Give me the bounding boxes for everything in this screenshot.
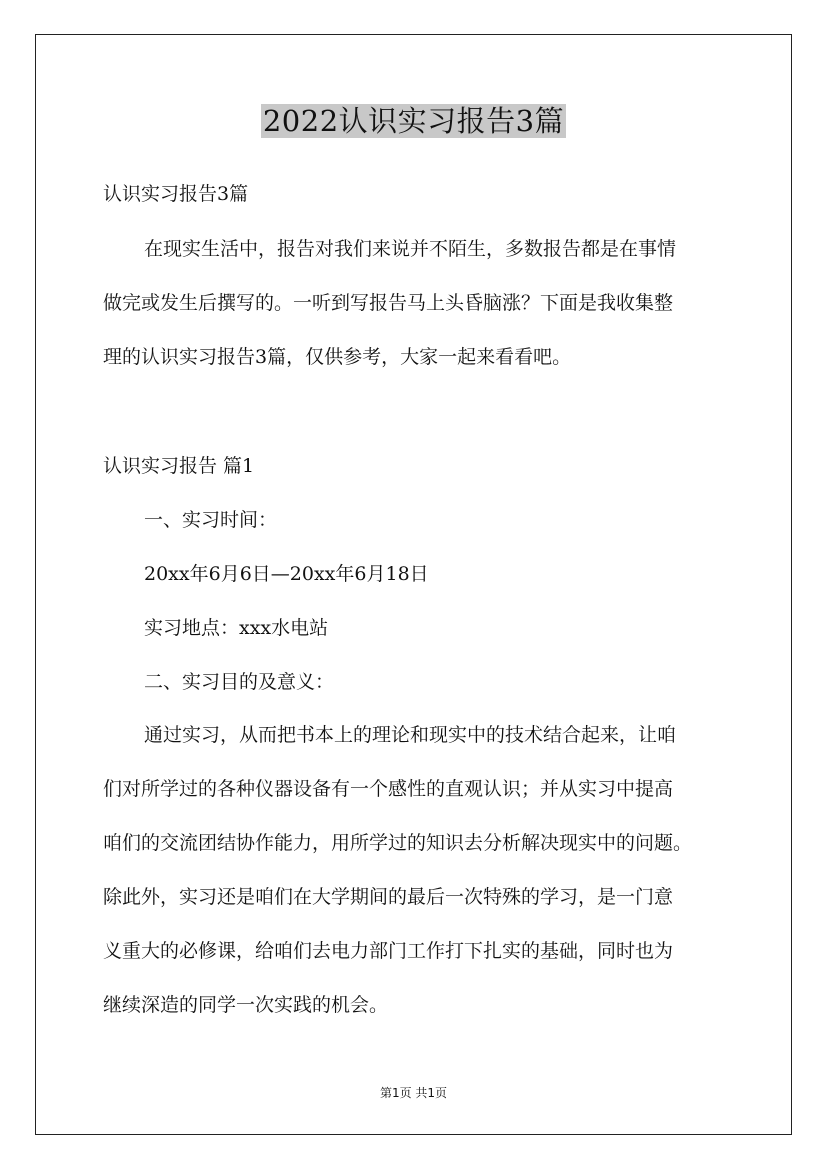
body-line: 咱们的交流团结协作能力，用所学过的知识去分析解决现实中的问题。 [103,832,693,854]
body-line: 义重大的必修课，给咱们去电力部门工作打下扎实的基础，同时也为 [103,940,674,962]
body-line: 通过实习，从而把书本上的理论和现实中的技术结合起来，让咱 [144,724,677,746]
intro-line: 理的认识实习报告3篇，仅供参考，大家一起来看看吧。 [103,346,572,368]
section-heading: 认识实习报告 篇1 [103,455,255,477]
document-subtitle: 认识实习报告3篇 [103,183,249,205]
intro-line: 做完或发生后撰写的。一听到写报告马上头昏脑涨？下面是我收集整 [103,292,674,314]
item2-heading: 二、实习目的及意义： [144,671,335,693]
document-title [0,100,827,142]
body-line: 除此外，实习还是咱们在大学期间的最后一次特殊的学习，是一门意 [103,886,674,908]
item1-heading: 一、实习时间： [144,509,278,531]
page-footer: 第1页 共1页 [379,1086,448,1100]
body-line: 们对所学过的各种仪器设备有一个感性的直观认识；并从实习中提高 [103,778,674,800]
body-line: 继续深造的同学一次实践的机会。 [103,994,389,1016]
item1-dates: 20xx年6月6日—20xx年6月18日 [144,563,429,585]
item1-location: 实习地点：xxx水电站 [144,617,329,639]
document-title-text: 2022认识实习报告3篇 [262,104,565,138]
intro-line: 在现实生活中，报告对我们来说并不陌生，多数报告都是在事情 [144,238,677,260]
